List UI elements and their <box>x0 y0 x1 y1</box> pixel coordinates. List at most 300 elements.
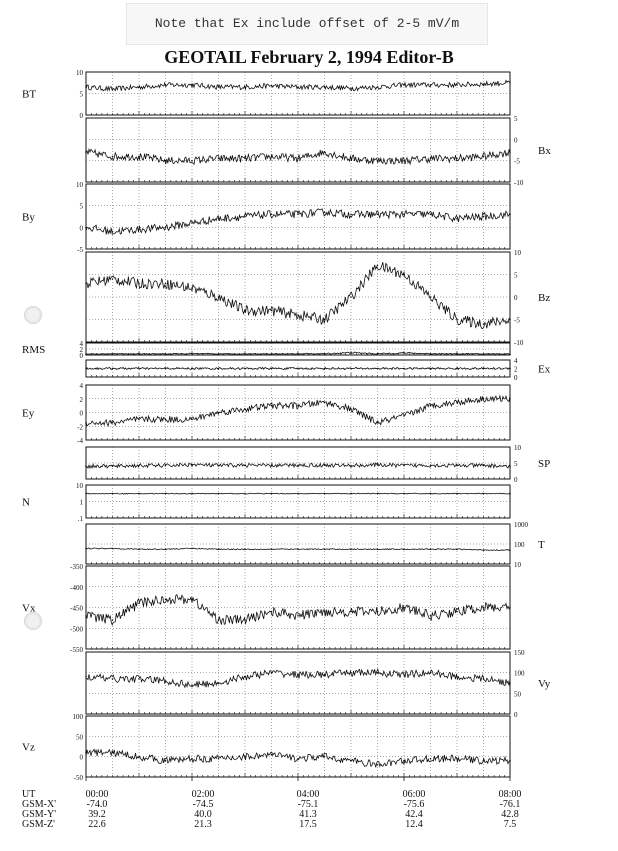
y-tick-label: .1 <box>77 515 83 523</box>
panel-label-ey: Ey <box>22 407 35 420</box>
data-point <box>430 615 432 617</box>
panel-n <box>22 482 511 523</box>
data-point <box>509 682 511 684</box>
data-point <box>112 752 114 754</box>
data-point <box>483 549 485 551</box>
footer-ut: 08:00 <box>498 789 522 800</box>
data-point <box>112 278 114 280</box>
footer-gsm-y: 42.8 <box>501 809 519 820</box>
panel-label-vx: Vx <box>22 602 36 615</box>
data-point <box>350 611 352 613</box>
data-point <box>112 368 114 370</box>
data-point <box>297 493 299 495</box>
y-tick-label: 5 <box>514 115 518 123</box>
y-tick-label: 0 <box>514 711 518 719</box>
data-point <box>244 408 246 410</box>
y-tick-label: 1000 <box>514 521 528 529</box>
data-point <box>350 158 352 160</box>
series-line-by <box>86 209 510 235</box>
y-tick-label: 100 <box>514 541 525 549</box>
y-tick-label: 100 <box>514 669 525 678</box>
footer-gsm-z: 17.5 <box>299 819 317 830</box>
data-point <box>85 422 87 424</box>
data-point <box>112 422 114 424</box>
data-point <box>165 368 167 370</box>
y-tick-label: 150 <box>514 649 525 657</box>
data-point <box>430 353 432 355</box>
y-tick-label: 5 <box>79 90 83 99</box>
data-point <box>244 493 246 495</box>
data-point <box>403 352 405 354</box>
data-point <box>377 464 379 466</box>
data-point <box>350 493 352 495</box>
data-point <box>456 319 458 321</box>
data-point <box>509 465 511 467</box>
data-point <box>271 465 273 467</box>
data-point <box>85 752 87 754</box>
panel-label-bz: Bz <box>538 292 551 304</box>
data-point <box>483 156 485 158</box>
y-tick-label: -5 <box>77 246 83 254</box>
data-point <box>483 493 485 495</box>
data-point <box>244 676 246 678</box>
data-point <box>191 464 193 466</box>
data-point <box>483 368 485 370</box>
data-point <box>85 615 87 617</box>
data-point <box>377 672 379 674</box>
data-point <box>297 368 299 370</box>
panel-label-ex: Ex <box>538 363 551 376</box>
panel-label-by: By <box>22 211 35 224</box>
data-point <box>191 548 193 550</box>
data-point <box>350 214 352 216</box>
footer-gsm-y: 41.3 <box>299 809 317 820</box>
footer-gsm-y: 39.2 <box>88 809 106 820</box>
data-point <box>350 352 352 354</box>
data-point <box>165 680 167 682</box>
y-tick-label: 10 <box>514 444 521 452</box>
data-point <box>297 158 299 160</box>
y-tick-label: 4 <box>79 340 83 348</box>
data-point <box>456 368 458 370</box>
data-point <box>456 158 458 160</box>
data-point <box>191 368 193 370</box>
data-point <box>165 353 167 355</box>
data-point <box>112 548 114 550</box>
data-point <box>509 607 511 609</box>
data-point <box>377 86 379 88</box>
data-point <box>509 493 511 495</box>
data-point <box>324 756 326 758</box>
data-point <box>218 368 220 370</box>
panel-vx <box>22 563 511 654</box>
data-point <box>112 678 114 680</box>
y-tick-label: 5 <box>514 271 518 280</box>
y-tick-label: 0 <box>514 374 518 382</box>
footer-label-gsm-x: GSM-X' <box>22 799 57 810</box>
data-point <box>430 672 432 674</box>
data-point <box>509 760 511 762</box>
panel-label-vy: Vy <box>538 678 551 690</box>
panel-vy <box>85 649 551 719</box>
data-point <box>350 465 352 467</box>
panel-label-sp: SP <box>538 458 551 470</box>
panel-ex <box>85 357 551 382</box>
data-point <box>271 611 273 613</box>
data-point <box>138 283 140 285</box>
data-point <box>85 368 87 370</box>
data-point <box>244 310 246 312</box>
y-tick-label: 2 <box>79 346 83 354</box>
data-point <box>324 211 326 213</box>
data-point <box>350 408 352 410</box>
data-point <box>138 419 140 421</box>
data-point <box>271 156 273 158</box>
data-point <box>456 353 458 355</box>
panel-label-bx: Bx <box>538 145 551 157</box>
data-point <box>403 214 405 216</box>
data-point <box>350 672 352 674</box>
data-point <box>350 296 352 298</box>
footer-gsm-z: 22.6 <box>88 819 106 830</box>
data-point <box>138 156 140 158</box>
y-tick-label: 0 <box>514 136 518 145</box>
panel-rms <box>22 340 511 360</box>
data-point <box>297 615 299 617</box>
data-point <box>324 611 326 613</box>
data-point <box>244 548 246 550</box>
data-point <box>350 760 352 762</box>
data-point <box>271 493 273 495</box>
data-point <box>85 86 87 88</box>
footer-gsm-x: -74.5 <box>192 799 214 810</box>
footer-ut: 04:00 <box>296 789 320 800</box>
y-tick-label: 0 <box>79 224 83 233</box>
data-point <box>138 229 140 231</box>
data-point <box>483 760 485 762</box>
data-point <box>324 548 326 550</box>
y-tick-label: 0 <box>79 112 83 120</box>
data-point <box>85 353 87 355</box>
panel-label-vz: Vz <box>22 741 35 754</box>
data-point <box>377 422 379 424</box>
y-tick-label: 10 <box>76 69 83 77</box>
data-point <box>324 674 326 676</box>
y-tick-label: -400 <box>70 583 83 592</box>
data-point <box>218 465 220 467</box>
data-point <box>138 465 140 467</box>
data-point <box>165 84 167 86</box>
footer-gsm-z: 12.4 <box>405 819 423 830</box>
data-point <box>456 758 458 760</box>
data-point <box>509 353 511 355</box>
panel-ey <box>22 382 511 445</box>
series-line-vy <box>86 669 510 687</box>
data-point <box>85 227 87 229</box>
y-tick-label: -500 <box>70 625 83 634</box>
data-point <box>483 353 485 355</box>
data-point <box>165 160 167 162</box>
footer-ut: 00:00 <box>85 789 109 800</box>
data-point <box>138 678 140 680</box>
data-point <box>271 672 273 674</box>
y-tick-label: -350 <box>70 563 83 571</box>
data-point <box>297 86 299 88</box>
data-point <box>509 549 511 551</box>
data-point <box>509 82 511 84</box>
y-tick-label: 2 <box>79 395 83 404</box>
panel-sp <box>85 444 550 484</box>
data-point <box>297 464 299 466</box>
data-point <box>377 764 379 766</box>
data-point <box>112 465 114 467</box>
data-point <box>403 607 405 609</box>
data-point <box>430 464 432 466</box>
data-point <box>403 493 405 495</box>
data-point <box>430 758 432 760</box>
panel-vz <box>22 713 511 782</box>
footer-gsm-z: 7.5 <box>503 819 517 830</box>
footer-gsm-x: -75.6 <box>403 799 425 810</box>
data-point <box>191 353 193 355</box>
data-point <box>271 310 273 312</box>
y-tick-label: 0 <box>514 476 518 484</box>
data-point <box>350 548 352 550</box>
data-point <box>509 368 511 370</box>
data-point <box>85 493 87 495</box>
y-tick-label: 0 <box>79 753 83 762</box>
data-point <box>430 368 432 370</box>
data-point <box>165 760 167 762</box>
footer-ut: 02:00 <box>191 789 215 800</box>
data-point <box>483 678 485 680</box>
data-point <box>456 548 458 550</box>
data-point <box>165 548 167 550</box>
data-point <box>377 548 379 550</box>
data-point <box>271 754 273 756</box>
footer-gsm-x: -75.1 <box>297 799 319 810</box>
y-tick-label: 10 <box>76 181 83 189</box>
data-point <box>403 368 405 370</box>
data-point <box>324 464 326 466</box>
data-point <box>297 214 299 216</box>
data-point <box>297 405 299 407</box>
data-point <box>297 758 299 760</box>
data-point <box>218 353 220 355</box>
y-tick-label: -450 <box>70 604 83 613</box>
panel-label-rms: RMS <box>22 344 46 356</box>
footer-ut: 06:00 <box>402 789 426 800</box>
data-point <box>244 216 246 218</box>
data-point <box>509 214 511 216</box>
data-point <box>430 548 432 550</box>
data-point <box>456 84 458 86</box>
data-point <box>112 156 114 158</box>
data-point <box>191 84 193 86</box>
data-point <box>138 548 140 550</box>
data-point <box>271 548 273 550</box>
y-tick-label: 4 <box>514 357 518 365</box>
y-tick-label: -550 <box>70 646 83 654</box>
y-tick-label: -10 <box>514 339 524 347</box>
data-point <box>324 86 326 88</box>
footer-gsm-z: 21.3 <box>194 819 212 830</box>
data-point <box>403 674 405 676</box>
data-point <box>324 493 326 495</box>
y-tick-label: -50 <box>73 774 83 782</box>
data-point <box>297 674 299 676</box>
data-point <box>218 682 220 684</box>
y-tick-label: -5 <box>514 157 520 166</box>
data-point <box>218 86 220 88</box>
panel-label-n: N <box>22 496 30 509</box>
panel-bt <box>22 69 511 120</box>
data-point <box>218 548 220 550</box>
offset-note: Note that Ex include offset of 2-5 mV/m <box>126 3 488 45</box>
data-point <box>138 493 140 495</box>
data-point <box>430 84 432 86</box>
data-point <box>271 353 273 355</box>
data-point <box>350 368 352 370</box>
data-point <box>324 368 326 370</box>
data-point <box>403 415 405 417</box>
data-point <box>191 684 193 686</box>
data-point <box>377 353 379 355</box>
data-point <box>456 611 458 613</box>
panel-label-t: T <box>538 539 545 551</box>
data-point <box>377 493 379 495</box>
data-point <box>112 353 114 355</box>
data-point <box>191 160 193 162</box>
data-point <box>403 274 405 276</box>
data-point <box>297 548 299 550</box>
data-point <box>271 214 273 216</box>
data-point <box>350 88 352 90</box>
y-tick-label: 4 <box>79 382 83 390</box>
data-point <box>456 401 458 403</box>
data-point <box>509 151 511 153</box>
y-tick-label: 10 <box>514 249 521 257</box>
data-point <box>85 465 87 467</box>
data-point <box>509 398 511 400</box>
data-point <box>430 158 432 160</box>
y-tick-label: 2 <box>514 365 518 374</box>
y-tick-label: 5 <box>79 202 83 211</box>
data-point <box>165 465 167 467</box>
data-point <box>191 598 193 600</box>
data-point <box>218 493 220 495</box>
y-tick-label: 10 <box>514 561 521 569</box>
data-point <box>483 216 485 218</box>
y-tick-label: 10 <box>76 482 83 490</box>
data-point <box>377 611 379 613</box>
data-point <box>403 84 405 86</box>
data-point <box>218 158 220 160</box>
data-point <box>112 231 114 233</box>
data-point <box>483 607 485 609</box>
data-point <box>112 493 114 495</box>
footer-label-ut: UT <box>22 789 36 800</box>
data-point <box>191 222 193 224</box>
y-tick-label: 50 <box>514 690 521 699</box>
data-point <box>377 214 379 216</box>
y-tick-label: -4 <box>77 437 83 445</box>
data-point <box>324 151 326 153</box>
data-point <box>85 676 87 678</box>
data-point <box>218 758 220 760</box>
panel-t <box>85 521 545 569</box>
data-point <box>138 756 140 758</box>
data-point <box>85 151 87 153</box>
data-point <box>191 419 193 421</box>
data-point <box>112 619 114 621</box>
y-tick-label: 100 <box>72 713 83 721</box>
y-tick-label: 0 <box>79 409 83 418</box>
footer-gsm-y: 42.4 <box>405 809 423 820</box>
panel-bx <box>85 115 551 187</box>
data-point <box>324 401 326 403</box>
data-point <box>456 465 458 467</box>
data-point <box>509 319 511 321</box>
data-point <box>112 88 114 90</box>
data-point <box>244 158 246 160</box>
data-point <box>483 83 485 85</box>
y-tick-label: 50 <box>76 733 83 742</box>
data-point <box>165 493 167 495</box>
data-point <box>138 603 140 605</box>
data-point <box>324 319 326 321</box>
y-tick-label: -2 <box>77 423 83 432</box>
data-point <box>271 85 273 87</box>
y-tick-label: -5 <box>514 316 520 325</box>
data-point <box>483 323 485 325</box>
data-point <box>297 353 299 355</box>
footer-label-gsm-z: GSM-Z' <box>22 819 55 830</box>
panel-by <box>22 181 511 254</box>
data-point <box>165 419 167 421</box>
data-point <box>297 314 299 316</box>
data-point <box>377 160 379 162</box>
data-point <box>244 756 246 758</box>
data-point <box>138 86 140 88</box>
data-point <box>138 368 140 370</box>
data-point <box>218 296 220 298</box>
data-point <box>456 493 458 495</box>
data-point <box>191 287 193 289</box>
y-tick-label: 0 <box>514 294 518 302</box>
data-point <box>244 86 246 88</box>
footer-gsm-x: -76.1 <box>499 799 521 810</box>
data-point <box>430 493 432 495</box>
footer-gsm-x: -74.0 <box>86 799 108 810</box>
y-tick-label: -10 <box>514 179 524 187</box>
data-point <box>377 368 379 370</box>
data-point <box>218 412 220 414</box>
data-point <box>403 760 405 762</box>
data-point <box>244 353 246 355</box>
data-point <box>456 218 458 220</box>
data-point <box>85 548 87 550</box>
data-point <box>403 465 405 467</box>
data-point <box>456 676 458 678</box>
panel-bz <box>85 249 550 347</box>
data-point <box>218 218 220 220</box>
panel-label-bt: BT <box>22 88 37 101</box>
data-point <box>403 548 405 550</box>
data-point <box>165 598 167 600</box>
data-point <box>138 353 140 355</box>
data-point <box>218 619 220 621</box>
